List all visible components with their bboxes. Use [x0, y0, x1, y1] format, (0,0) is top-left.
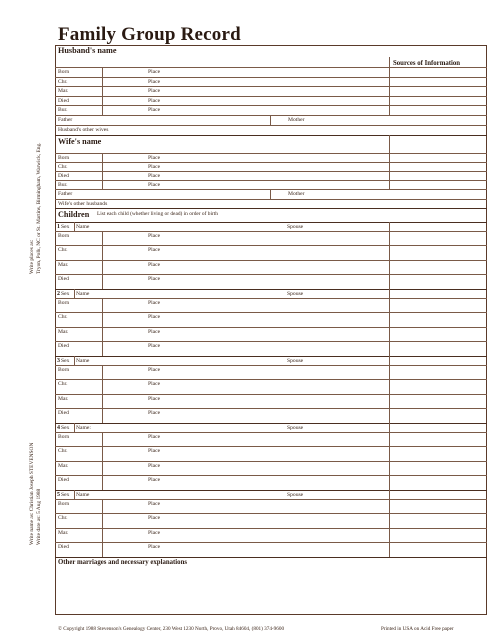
- husband-event-label: Mar.: [58, 88, 69, 95]
- husband-row-line: [55, 96, 487, 97]
- sex-name-divider: [74, 289, 75, 298]
- child-place-label: Place: [148, 462, 161, 469]
- husband-other-wives-label: Husband's other wives: [58, 126, 109, 133]
- children-header: Children: [58, 209, 90, 219]
- child-event-label: Born: [58, 433, 70, 440]
- husband-row-line: [55, 125, 487, 126]
- child-event-label: Mar.: [58, 328, 69, 335]
- child-row-line: [55, 528, 487, 529]
- child-row-line: [55, 260, 487, 261]
- child-spouse-label: Spouse: [287, 491, 304, 498]
- wife-place-label: Place: [148, 182, 161, 189]
- child-row-line: [55, 365, 487, 366]
- child-row-line: [55, 446, 487, 447]
- child-row-line: [55, 245, 487, 246]
- husband-mother-label: Mother: [288, 117, 305, 123]
- husband-event-label: Chr.: [58, 78, 68, 85]
- child-sex-label: Sex: [61, 290, 70, 297]
- child-name-label: Name: [76, 290, 90, 297]
- child-event-label: Born: [58, 299, 70, 306]
- child-name-label: Name: [76, 223, 90, 230]
- sources-header: Sources of Information: [393, 60, 461, 67]
- child-divider: [55, 222, 487, 223]
- side-note-places-line2: Tryon, Polk, NC or St. Martins, Birmingham, Warwick, Eng.: [36, 142, 42, 274]
- wife-place-label: Place: [148, 154, 161, 161]
- child-row-line: [55, 312, 487, 313]
- husband-place-label: Place: [148, 97, 161, 104]
- side-note-name-format: Write name as: Christian Joseph STEVENSON: [29, 442, 35, 545]
- child-row-line: [55, 379, 487, 380]
- child-spouse-label: Spouse: [287, 357, 304, 364]
- child-place-label: Place: [148, 381, 161, 388]
- child-sources-divider: [389, 490, 390, 557]
- husband-event-label: Died: [58, 97, 69, 104]
- wife-name-header: Wife's name: [58, 136, 102, 146]
- wife-mother-label: Mother: [288, 191, 305, 198]
- child-spouse-label: Spouse: [287, 290, 304, 297]
- child-number: 1: [57, 223, 60, 230]
- child-event-label: Chr.: [58, 448, 68, 455]
- child-number: 4: [57, 424, 60, 431]
- child-sources-divider: [389, 423, 390, 490]
- wife-event-label: Died: [58, 173, 69, 179]
- child-place-label: Place: [148, 515, 161, 522]
- husband-row-line: [55, 105, 487, 106]
- child-divider: [55, 289, 487, 290]
- child-spouse-label: Spouse: [287, 424, 304, 431]
- child-row-line: [55, 274, 487, 275]
- child-sex-label: Sex: [61, 491, 70, 498]
- husband-place-label: Place: [148, 78, 161, 85]
- printed-notice: Printed in USA on Acid Free paper: [381, 626, 454, 632]
- child-place-label: Place: [148, 314, 161, 321]
- side-note-date-format: Write date as: 5 Aug 1988: [36, 488, 42, 545]
- child-place-label: Place: [148, 299, 161, 306]
- father-mother-divider: [270, 189, 271, 198]
- child-event-label: Mar.: [58, 462, 69, 469]
- child-event-label: Born: [58, 232, 70, 239]
- child-left-divider: [102, 231, 103, 289]
- child-number-label: [57, 291, 69, 297]
- section-divider: [55, 557, 487, 558]
- husband-place-label: Place: [148, 88, 161, 95]
- child-spouse-label: Spouse: [287, 223, 304, 230]
- section-divider: [55, 135, 487, 136]
- sex-name-divider: [74, 356, 75, 365]
- child-event-label: Mar.: [58, 395, 69, 402]
- child-place-label: Place: [148, 477, 161, 484]
- husband-row-line: [55, 115, 487, 116]
- child-place-label: Place: [148, 529, 161, 536]
- child-place-label: Place: [148, 448, 161, 455]
- child-event-label: Mar.: [58, 261, 69, 268]
- child-place-label: Place: [148, 328, 161, 335]
- wife-event-label: Bur.: [58, 182, 68, 189]
- sex-name-divider: [74, 490, 75, 499]
- father-mother-divider: [270, 115, 271, 125]
- husband-left-divider: [102, 67, 103, 115]
- child-sources-divider: [389, 356, 390, 423]
- wife-event-label: Born: [58, 154, 70, 161]
- child-event-label: Chr.: [58, 314, 68, 321]
- wife-row-line: [55, 171, 487, 172]
- child-row-line: [55, 461, 487, 462]
- wife-row-line: [55, 162, 487, 163]
- child-row-line: [55, 394, 487, 395]
- child-left-divider: [102, 499, 103, 557]
- child-event-label: Died: [58, 343, 69, 350]
- child-sources-divider: [389, 222, 390, 289]
- husband-row-line: [55, 86, 487, 87]
- child-left-divider: [102, 365, 103, 423]
- child-sex-label: Sex: [61, 357, 70, 364]
- child-place-label: Place: [148, 433, 161, 440]
- husband-row-line: [55, 67, 487, 68]
- child-name-label: Name:: [76, 424, 91, 431]
- husband-place-label: Place: [148, 107, 161, 114]
- wife-row-line: [55, 189, 487, 190]
- wife-sources-divider: [389, 135, 390, 190]
- child-event-label: Died: [58, 477, 69, 484]
- husband-event-label: Bur.: [58, 107, 68, 114]
- child-place-label: Place: [148, 410, 161, 417]
- child-row-line: [55, 499, 487, 500]
- child-number-label: [57, 224, 69, 230]
- child-sex-label: Sex: [61, 223, 70, 230]
- child-number: 2: [57, 290, 60, 297]
- form-title: Family Group Record: [58, 24, 241, 45]
- child-event-label: Born: [58, 500, 70, 507]
- child-event-label: Chr.: [58, 247, 68, 254]
- child-row-line: [55, 327, 487, 328]
- child-row-line: [55, 475, 487, 476]
- child-place-label: Place: [148, 232, 161, 239]
- wife-left-divider: [102, 153, 103, 190]
- child-event-label: Chr.: [58, 515, 68, 522]
- wife-row-line: [55, 153, 487, 154]
- child-divider: [55, 423, 487, 424]
- children-instruction: List each child (whether living or dead) in order of birth: [97, 211, 218, 218]
- wife-father-label: Father: [58, 191, 73, 198]
- child-sex-label: Sex: [61, 424, 70, 431]
- child-place-label: Place: [148, 343, 161, 350]
- child-row-line: [55, 513, 487, 514]
- child-number-label: [57, 358, 69, 364]
- side-note-places-line1: Write places as:: [29, 239, 35, 274]
- child-place-label: Place: [148, 366, 161, 373]
- child-place-label: Place: [148, 395, 161, 402]
- husband-row-line: [55, 77, 487, 78]
- husband-place-label: Place: [148, 69, 161, 75]
- child-divider: [55, 490, 487, 491]
- wife-other-husbands-label: Wife's other husbands: [58, 200, 108, 207]
- child-number: 3: [57, 357, 60, 364]
- child-event-label: Mar.: [58, 529, 69, 536]
- child-event-label: Born: [58, 366, 70, 373]
- wife-event-label: Chr.: [58, 163, 68, 170]
- wife-row-line: [55, 180, 487, 181]
- child-event-label: Died: [58, 544, 69, 551]
- husband-name-header: Husband's name: [58, 46, 117, 55]
- child-event-label: Died: [58, 276, 69, 283]
- other-marriages-header: Other marriages and necessary explanations: [58, 558, 188, 566]
- sex-name-divider: [74, 423, 75, 432]
- child-number-label: [57, 492, 69, 498]
- child-place-label: Place: [148, 276, 161, 283]
- husband-father-label: Father: [58, 117, 73, 123]
- section-divider: [55, 208, 487, 209]
- child-divider: [55, 356, 487, 357]
- child-place-label: Place: [148, 544, 161, 551]
- husband-event-label: Born: [58, 69, 70, 75]
- child-row-line: [55, 432, 487, 433]
- child-row-line: [55, 408, 487, 409]
- child-name-label: Name: [76, 491, 90, 498]
- child-left-divider: [102, 432, 103, 490]
- child-row-line: [55, 298, 487, 299]
- wife-place-label: Place: [148, 163, 161, 170]
- child-left-divider: [102, 298, 103, 356]
- child-place-label: Place: [148, 500, 161, 507]
- child-name-label: Name: [76, 357, 90, 364]
- child-row-line: [55, 231, 487, 232]
- wife-place-label: Place: [148, 173, 161, 179]
- child-place-label: Place: [148, 247, 161, 254]
- child-number-label: [57, 425, 69, 431]
- child-row-line: [55, 341, 487, 342]
- child-sources-divider: [389, 289, 390, 356]
- child-event-label: Chr.: [58, 381, 68, 388]
- sex-name-divider: [74, 222, 75, 231]
- wife-row-line: [55, 199, 487, 200]
- husband-sources-divider: [389, 57, 390, 115]
- child-number: 5: [57, 491, 60, 498]
- child-place-label: Place: [148, 261, 161, 268]
- copyright-notice: © Copyright 1988 Stevenson's Genealogy Center, 230 West 1230 North, Provo, Utah 84604, (801) 374-9600: [58, 626, 285, 632]
- child-event-label: Died: [58, 410, 69, 417]
- child-row-line: [55, 542, 487, 543]
